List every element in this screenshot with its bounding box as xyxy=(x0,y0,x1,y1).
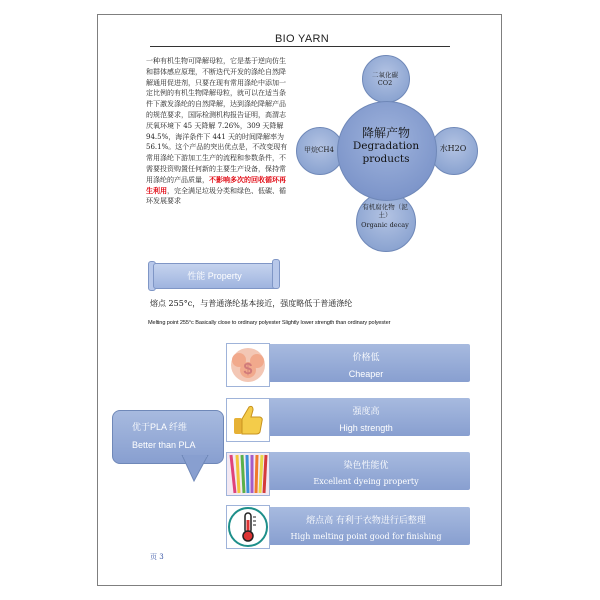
page-header-title: BIO YARN xyxy=(275,33,329,45)
thumbs-up-icon xyxy=(226,398,270,442)
water-label: 水H2O xyxy=(439,144,467,153)
header-divider xyxy=(150,46,450,47)
callout-tail xyxy=(180,455,220,485)
thermometer-icon xyxy=(226,505,270,549)
organic-decay-cn: 有机腐化物（泥土） xyxy=(362,203,408,219)
degradation-title-en: Degradation products xyxy=(352,140,420,165)
feature-melting-en: High melting point good for finishing xyxy=(290,532,442,541)
feature-dyeing-en: Excellent dyeing property xyxy=(313,477,419,486)
intro-text: 一种有机生物可降解母粒，它是基于逆向仿生和群体感应原理，不断迭代开发的涤纶自然降解通用促进剂，只要在现有常用涤纶中添加一定比例的有机生物降解母粒，就可以在适当条件下激发涤纶的自然降解，达到涤纶降解产品的规范要求，国际检测机构报告证明，高渭志厌氧环境下 45 天降解 7.26%，309 天降解 94.5%，海洋条件下 441 天的时间降解率为 56.1%。这个产品的突出优点是，不改变现有常用涤纶下游加工生产的流程和参数条件，不需要投资购置任何新的主要生产设备，保持常用涤纶的产品质量， xyxy=(146,57,288,184)
co2-cn: 二氧化碳 xyxy=(372,71,398,79)
intro-paragraph xyxy=(146,56,288,207)
co2-label xyxy=(362,71,408,87)
feature-melting-cn: 熔点高 有利于衣物进行后整理 xyxy=(306,516,426,526)
intro-tail: ，完全满足垃圾分类和绿色、低碳、循环发展要求 xyxy=(146,186,286,206)
feature-strength-en: High strength xyxy=(339,423,393,433)
organic-decay-en: Organic decay xyxy=(361,221,409,229)
feature-dyeing-cn: 染色性能优 xyxy=(343,461,389,471)
property-banner-label: 性能 Property xyxy=(187,271,242,281)
feature-cheaper-en: Cheaper xyxy=(348,369,384,379)
property-line-cn: 熔点 255°c，与普通涤纶基本接近，强度略低于普通涤纶 xyxy=(150,299,353,308)
feature-strength-cn: 强度高 xyxy=(352,407,380,417)
callout-cn: 优于PLA 纤维 xyxy=(132,422,188,432)
colored-yarn-icon xyxy=(226,452,270,496)
svg-text:$: $ xyxy=(243,361,253,378)
feature-cheaper-cn: 价格低 xyxy=(352,353,380,363)
organic-decay-label xyxy=(360,203,410,229)
property-line-en: Melting point 255°c Basically close to ordinary polyester Slightly lower strength than ordinary polyester xyxy=(148,320,391,326)
degradation-title-cn: 降解产物 xyxy=(361,126,410,140)
page-number: 页 3 xyxy=(150,553,164,561)
callout-en: Better than PLA xyxy=(132,440,196,450)
money-hand-icon xyxy=(226,343,270,387)
intro-highlight: 不影响多次的回收循环再生利用 xyxy=(146,174,286,195)
methane-label: 甲烷CH4 xyxy=(304,146,334,154)
co2-en: CO2 xyxy=(377,79,393,87)
